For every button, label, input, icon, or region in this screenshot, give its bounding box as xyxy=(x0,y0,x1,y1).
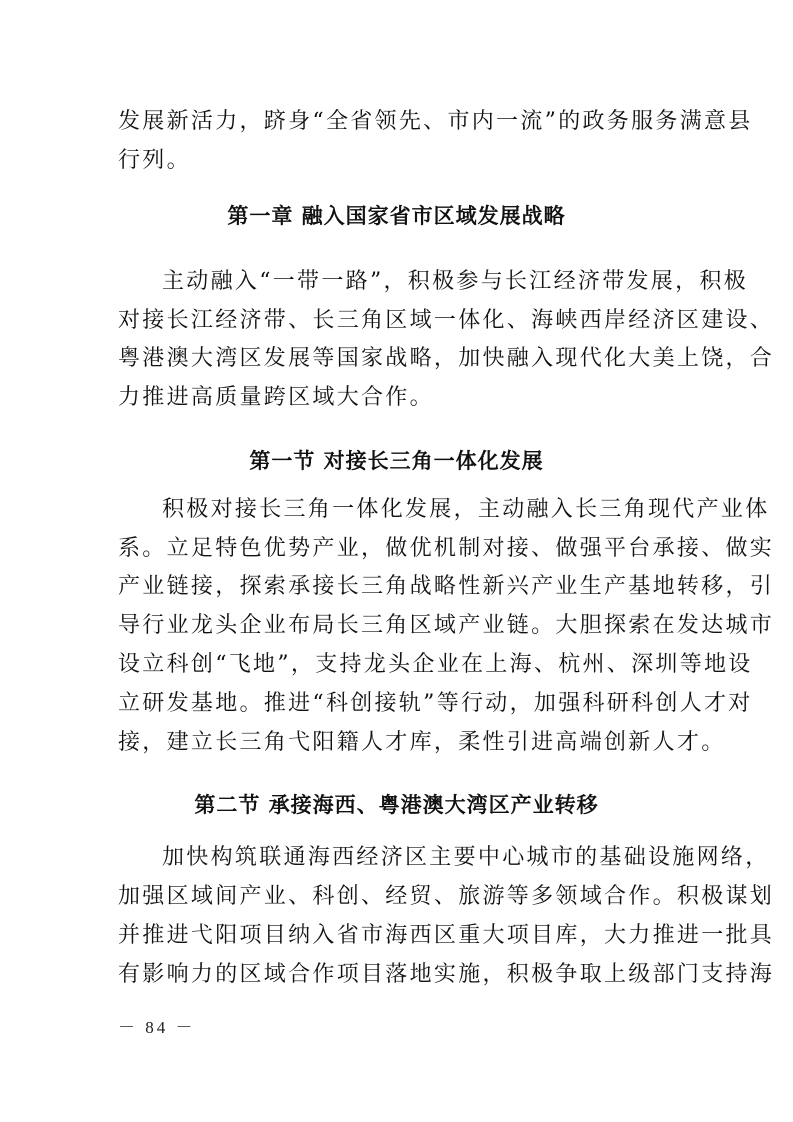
text-line: 系。立足特色优势产业，做优机制对接、做强平台承接、做实 xyxy=(118,536,775,561)
text-line: 积极对接长三角一体化发展，主动融入长三角现代产业体 xyxy=(162,497,770,522)
section-title-1: 第一节 对接长三角一体化发展 xyxy=(249,449,544,473)
text-line: 导行业龙头企业布局长三角区域产业链。大胆探索在发达城市 xyxy=(118,613,775,638)
chapter-title: 第一章 融入国家省市区域发展战略 xyxy=(227,204,566,228)
text-line: 产业链接，探索承接长三角战略性新兴产业生产基地转移，引 xyxy=(118,574,775,599)
text-line: 有影响力的区域合作项目落地实施，积极争取上级部门支持海 xyxy=(118,962,775,987)
page-number: － 84 － xyxy=(118,1018,196,1037)
text-line: 立研发基地。推进“科创接轨”等行动，加强科研科创人才对 xyxy=(118,691,753,716)
text-line: 并推进弋阳项目纳入省市海西区重大项目库，大力推进一批具 xyxy=(118,923,775,948)
text-line: 行列。 xyxy=(118,148,191,173)
text-line: 接，建立长三角弋阳籍人才库，柔性引进高端创新人才。 xyxy=(118,730,726,755)
text-line: 力推进高质量跨区域大合作。 xyxy=(118,385,434,410)
text-line: 发展新活力，跻身“全省领先、市内一流”的政务服务满意县 xyxy=(118,109,753,134)
text-line: 主动融入“一带一路”，积极参与长江经济带发展，积极 xyxy=(162,269,748,294)
section-title-2: 第二节 承接海西、粤港澳大湾区产业转移 xyxy=(194,793,599,817)
text-line: 粤港澳大湾区发展等国家战略，加快融入现代化大美上饶，合 xyxy=(118,346,775,371)
text-line: 设立科创“飞地”，支持龙头企业在上海、杭州、深圳等地设 xyxy=(118,652,753,677)
text-line: 对接长江经济带、长三角区域一体化、海峡西岸经济区建设、 xyxy=(118,308,775,333)
text-line: 加快构筑联通海西经济区主要中心城市的基础设施网络， xyxy=(162,845,770,870)
text-line: 加强区域间产业、科创、经贸、旅游等多领域合作。积极谋划 xyxy=(118,884,775,909)
